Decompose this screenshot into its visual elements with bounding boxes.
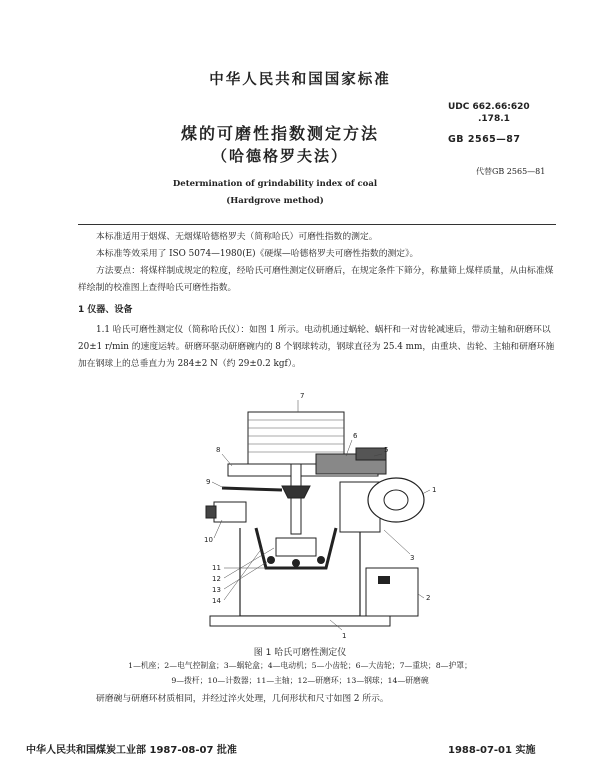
control-switch	[378, 576, 390, 584]
english-title: Determination of grindability index of coal	[172, 179, 378, 189]
frame-base	[210, 616, 390, 626]
label-13: 13	[212, 586, 221, 594]
lever-arm	[222, 488, 282, 490]
label-3: 3	[410, 554, 415, 562]
steel-ball	[317, 556, 325, 564]
document-title: 煤的可磨性指数测定方法	[180, 124, 379, 143]
label-11: 11	[212, 564, 221, 572]
label-8: 8	[216, 446, 221, 454]
label-9: 9	[206, 478, 211, 486]
counter-knob	[206, 506, 216, 518]
intro-scope: 本标准适用于烟煤、无烟煤哈德格罗夫（简称哈氏）可磨性指数的测定。	[96, 232, 378, 242]
label-1-base: 1	[342, 632, 347, 640]
document-subtitle: （哈德格罗夫法）	[211, 147, 348, 165]
control-box	[366, 568, 418, 616]
grinding-ring	[276, 538, 316, 556]
figure-legend-line1: 1—机座；2—电气控制盒；3—蜗轮盒；4—电动机；5—小齿轮；6—大齿轮；7—重块；8—护罩；	[128, 661, 472, 670]
udc-code: UDC 662.66:620	[448, 102, 530, 112]
label-10: 10	[204, 536, 213, 544]
steel-ball	[267, 556, 275, 564]
implementation-date: 1988-07-01 实施	[448, 745, 536, 756]
divider	[78, 224, 556, 225]
label-2: 2	[426, 594, 431, 602]
closing-paragraph: 研磨碗与研磨环材质相同，并经过淬火处理，几何形状和尺寸如图 2 所示。	[96, 694, 389, 704]
steel-ball	[292, 559, 300, 567]
approval-line: 中华人民共和国煤炭工业部 1987-08-07 批准	[26, 745, 237, 756]
section-heading: 1 仪器、设备	[78, 305, 133, 315]
motor-hub	[384, 490, 408, 510]
label-6: 6	[353, 432, 358, 440]
english-subtitle: (Hardgrove method)	[226, 196, 324, 206]
label-7: 7	[300, 392, 305, 400]
figure-caption: 图 1 哈氏可磨性测定仪	[253, 648, 347, 658]
national-standard-heading: 中华人民共和国国家标准	[209, 72, 391, 88]
section-paragraph: 1.1 哈氏可磨性测定仪（简称哈氏仪）：如图 1 所示。电动机通过蜗轮、蜗杆和一对齿轮减速后，带动主轴和研磨环以 20±1 r/min 的速度运转。研磨环驱动研磨碗内的 8 个钢球转动，钢球直径为 25.4 mm，由重块、齿轮、主轴和研磨环施加在钢球上的总垂直力为 284±2 N（约 29±0.2 kgf）。	[78, 325, 555, 369]
label-12: 12	[212, 575, 221, 583]
label-5: 5	[384, 446, 389, 454]
label-1-motor: 1	[432, 486, 437, 494]
intro-method: 方法要点：将煤样制成规定的粒度，经哈氏可磨性测定仪研磨后，在规定条件下筛分，称量筛上煤样质量，从由标准煤样绘制的校准图上查得哈氏可磨性指数。	[78, 266, 554, 293]
main-shaft	[291, 464, 301, 534]
shaft-head	[282, 486, 310, 498]
intro-iso: 本标准等效采用了 ISO 5074—1980(E)《硬煤—哈德格罗夫可磨性指数的测定》。	[96, 249, 419, 259]
udc-code-continued: .178.1	[478, 114, 510, 124]
figure-legend-line2: 9—拨杆；10—计数器；11—主轴；12—研磨环；13—钢球；14—研磨碗	[171, 676, 429, 685]
gb-number: GB 2565—87	[448, 134, 521, 145]
grindability-tester-diagram	[170, 378, 460, 642]
label-14: 14	[212, 597, 221, 605]
replaces-note: 代替GB 2565—81	[476, 167, 546, 176]
counter-box	[214, 502, 246, 522]
